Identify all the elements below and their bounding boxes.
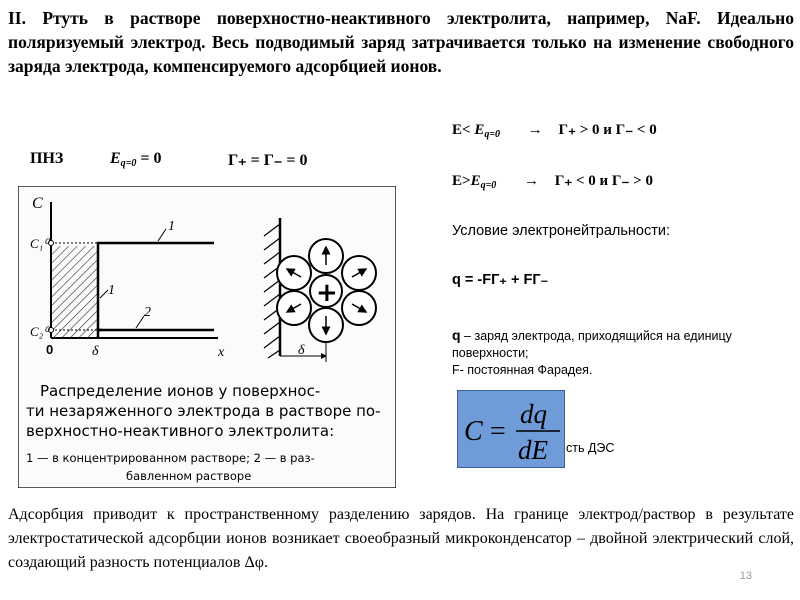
curve-1-label: 1 bbox=[168, 219, 175, 234]
caption-line-3: верхностно-неактивного электролита: bbox=[26, 422, 335, 440]
electroneutrality-label: Условие электронейтральности: bbox=[452, 223, 671, 239]
slide-title: II. Ртуть в растворе поверхностно-неактивного электролита, например, NaF. Идеально поляризуемый электрод. Весь подводимый заряд затрачивается только на изменение свободного заряда электрода, компенсируемого адсорбцией ионов. bbox=[8, 8, 794, 76]
delta-dimension-label: δ bbox=[298, 343, 305, 358]
legend-line-2: бавленном растворе bbox=[126, 469, 252, 483]
page-number: 13 bbox=[739, 570, 752, 582]
svg-text:=: = bbox=[490, 416, 506, 447]
caption-line-2: ти незаряженного электрода в растворе по- bbox=[26, 402, 381, 420]
c1-label: C₁⁰ bbox=[30, 236, 49, 251]
hatched-region bbox=[52, 246, 98, 338]
charge-description: q – заряд электрода, приходящийся на единицу поверхности; F- постоянная Фарадея. bbox=[452, 327, 732, 377]
caption-line-1: Распределение ионов у поверхнос- bbox=[40, 382, 321, 400]
origin-label: 0 bbox=[46, 342, 54, 357]
pzc-label: ПНЗ bbox=[30, 150, 64, 167]
svg-text:dE: dE bbox=[518, 435, 548, 465]
rule-negative: $E< E_{q=0} \to Г_+ > 0$ и Г₋ < 0 bbox=[452, 122, 657, 140]
legend-line-1: 1 — в концентрированном растворе; 2 — в раз- bbox=[26, 451, 315, 465]
ion-distribution-figure bbox=[18, 186, 396, 488]
pzc-potential: $E_{q=0} = 0$ bbox=[110, 150, 162, 169]
y-axis-label: C bbox=[32, 195, 43, 212]
conclusion-text: Адсорбция приводит к пространственному разделению зарядов. На границе электрод/раствор в результате электростатической адсорбции ионов возникает своеобразный микроконденсатор – двойной электрический слой, создающий разность потенциалов Δφ. bbox=[8, 506, 794, 571]
capacitance-formula bbox=[457, 390, 565, 468]
svg-text:C: C bbox=[464, 416, 483, 447]
delta-label: δ bbox=[92, 344, 99, 359]
svg-text:dq: dq bbox=[520, 399, 547, 429]
curve-2-label: 2 bbox=[144, 305, 151, 320]
pzc-gamma: Г₊ = Г₋ = 0 bbox=[228, 152, 308, 169]
x-axis-label: x bbox=[218, 345, 225, 360]
charge-formula: q = -FГ₊ + FГ₋ bbox=[452, 272, 549, 288]
curve-1b-label: 1 bbox=[108, 283, 115, 298]
cation-plus-icon: + bbox=[316, 278, 338, 308]
rule-positive: $E>E_{q=0} \to Г_+ < 0$ и Г₋ > 0 bbox=[452, 173, 653, 191]
c2-label: C₂⁰ bbox=[30, 324, 49, 339]
dsl-capacity-label: сть ДЭС bbox=[566, 441, 615, 455]
